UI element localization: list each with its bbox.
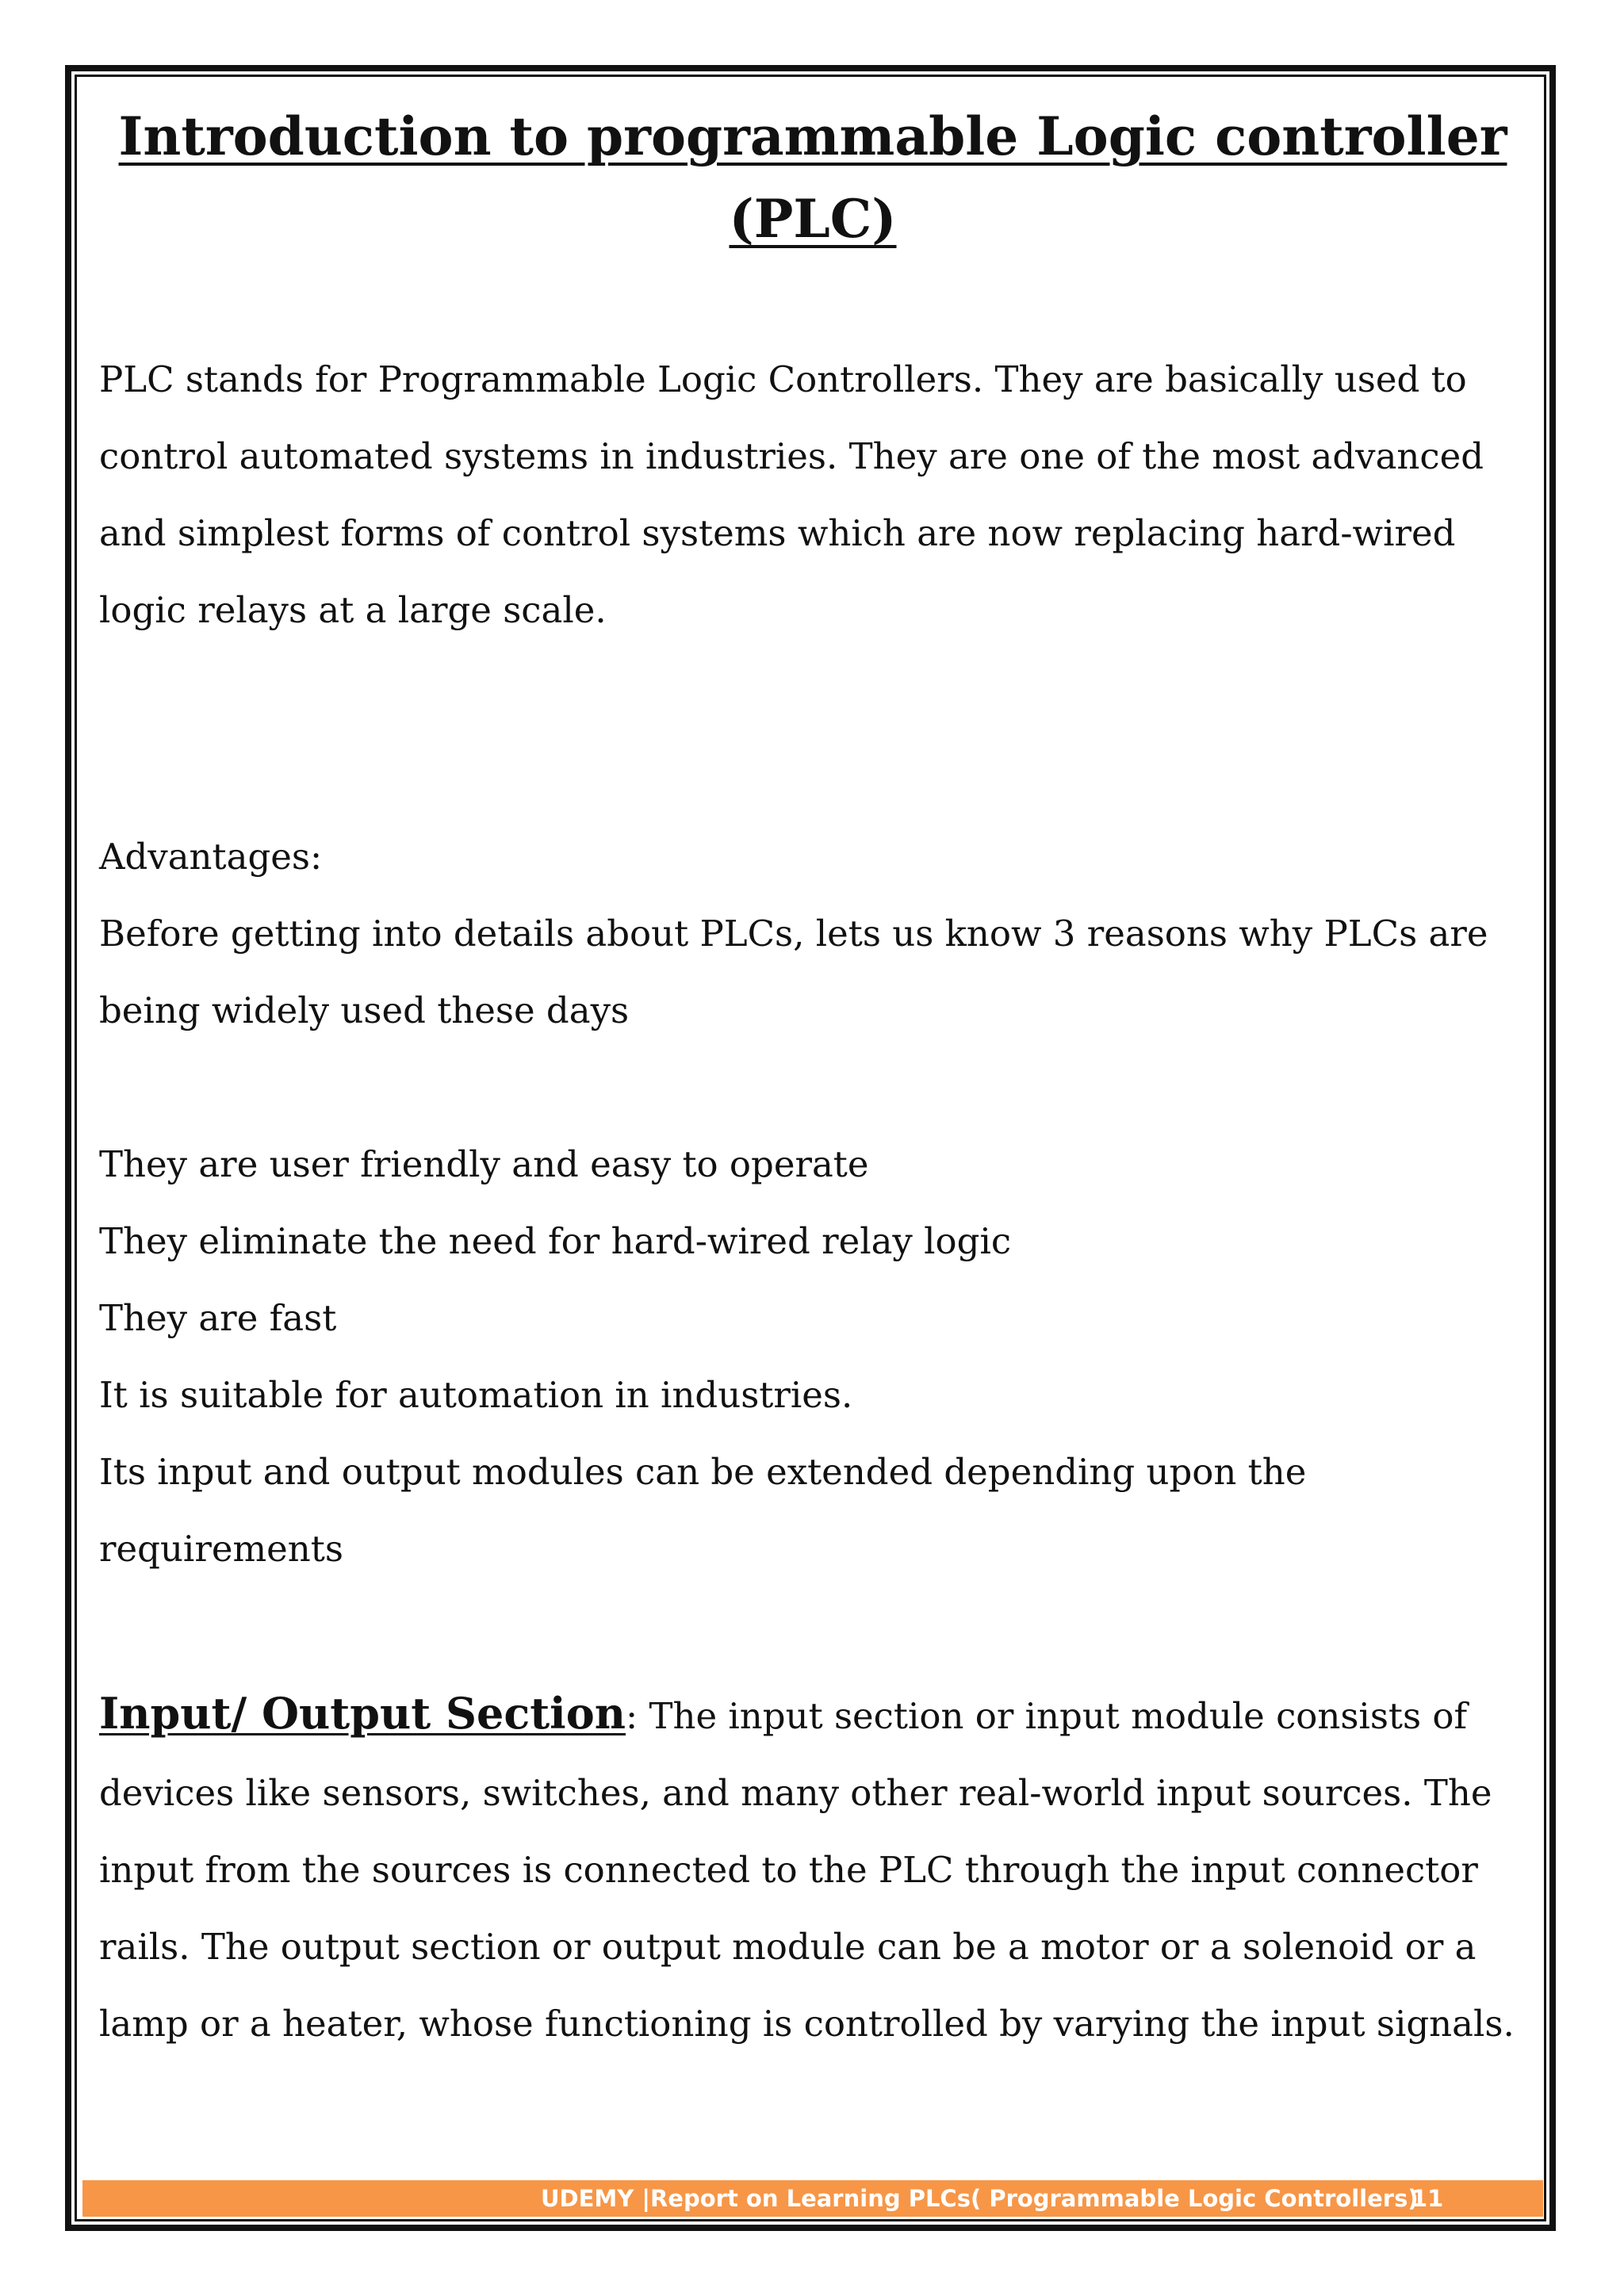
footer-text: UDEMY |Report on Learning PLCs( Programmable Logic Controllers) <box>541 2185 1419 2212</box>
list-item: They are user friendly and easy to operate <box>99 1143 869 1185</box>
list-item: They are fast <box>99 1297 337 1339</box>
page-content <box>99 95 1526 2045</box>
list-item: They eliminate the need for hard-wired relay logic <box>99 1220 1012 1262</box>
io-section-heading: Input/ Output Section <box>99 1688 626 1739</box>
intro-paragraph: PLC stands for Programmable Logic Controllers. They are basically used to control automated systems in industries. They are one of the most advanced and simplest forms of control systems which are now replacing hard-wired logic relays at a large scale. <box>99 358 1484 631</box>
footer-bar <box>82 2180 1543 2217</box>
advantages-heading: Advantages: <box>99 836 323 878</box>
io-section-paragraph <box>99 1675 1526 2062</box>
page-title: Introduction to programmable Logic controller (PLC) <box>118 105 1507 250</box>
io-section-separator: : <box>625 1695 638 1737</box>
list-item: Its input and output modules can be extended depending upon the requirements <box>99 1451 1307 1570</box>
list-item: It is suitable for automation in industries. <box>99 1374 853 1416</box>
advantages-list <box>99 1126 1526 1587</box>
page-number: 11 <box>1411 2185 1444 2212</box>
advantages-intro: Before getting into details about PLCs, lets us know 3 reasons why PLCs are being widely used these days <box>99 913 1488 1031</box>
io-section-text: The input section or input module consists of devices like sensors, switches, and many other real-world input sources. The input from the sources is connected to the PLC through the input connector rails. The output section or output module can be a motor or a solenoid or a lamp or a heater, whose functioning is controlled by varying the input signals. <box>99 1695 1515 2045</box>
